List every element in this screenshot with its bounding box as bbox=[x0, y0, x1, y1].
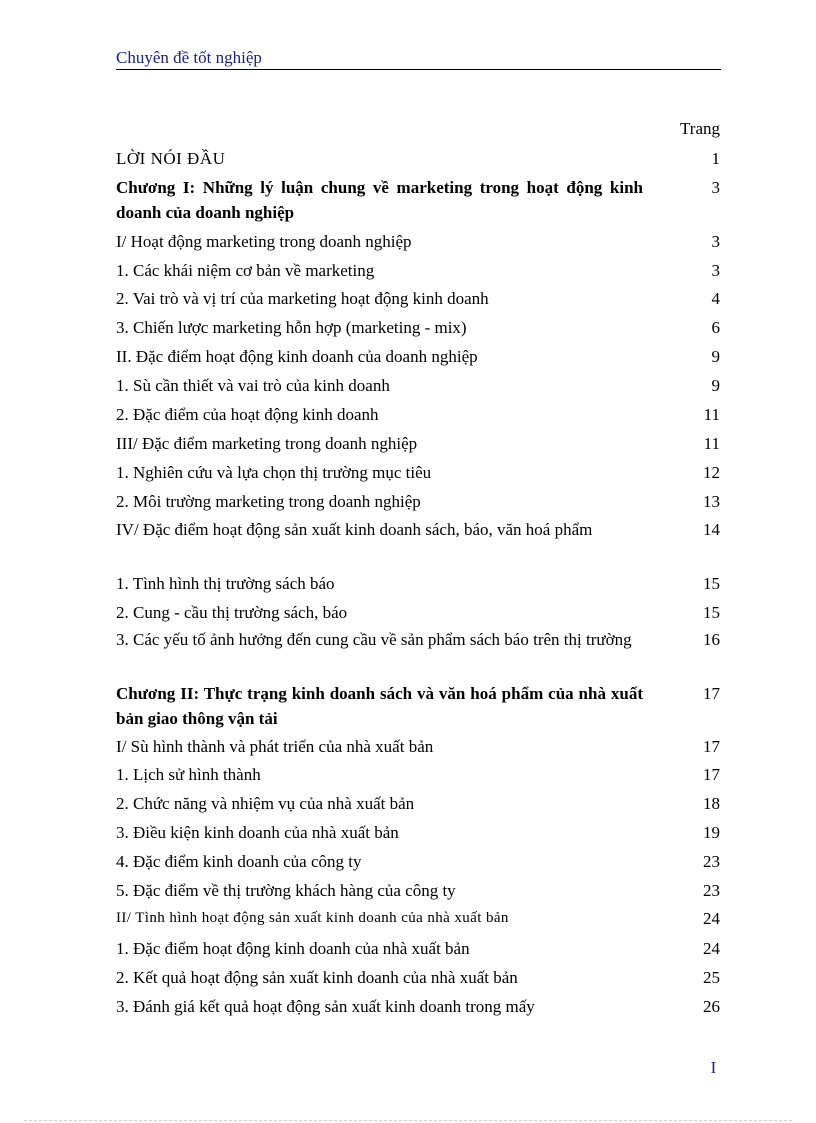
toc-entry-page: 15 bbox=[703, 603, 720, 622]
toc-entry-page: 17 bbox=[703, 765, 720, 784]
toc-entry-text: I/ Sù hình thành và phát triển của nhà xuất bản bbox=[116, 737, 434, 756]
toc-entry-page: 24 bbox=[703, 939, 720, 958]
toc-entry-page: 11 bbox=[703, 405, 720, 424]
toc-entry-text: IV/ Đặc điểm hoạt động sản xuất kinh doanh sách, báo, văn hoá phẩm bbox=[116, 520, 593, 539]
toc-entry-page: 3 bbox=[711, 232, 720, 251]
toc-entry-text: Chương II: Thực trạng kinh doanh sách và văn hoá phẩm của nhà xuất bản giao thông vận tải bbox=[116, 684, 643, 728]
toc-entry-page: 14 bbox=[703, 520, 720, 539]
toc-entry-text: 3. Chiến lược marketing hỗn hợp (marketing - mix) bbox=[116, 318, 467, 337]
toc-entry-page: 24 bbox=[703, 909, 720, 928]
toc-entry-page: 19 bbox=[703, 823, 720, 842]
toc-entry-text: 5. Đặc điểm về thị trường khách hàng của công ty bbox=[116, 881, 456, 900]
toc-entry-page: 11 bbox=[703, 434, 720, 453]
toc-entry-text: 3. Điều kiện kinh doanh của nhà xuất bản bbox=[116, 823, 399, 842]
toc-entry-text: 3. Đánh giá kết quả hoạt động sản xuất kinh doanh trong mấy bbox=[116, 997, 535, 1016]
toc-entry-page: 1 bbox=[711, 149, 720, 168]
page-bottom-divider bbox=[24, 1120, 792, 1121]
toc-entry-page: 13 bbox=[703, 492, 720, 511]
toc-entry-text: 1. Nghiên cứu và lựa chọn thị trường mục tiêu bbox=[116, 463, 432, 482]
toc-entry-page: 17 bbox=[703, 737, 720, 756]
toc-entry-page: 3 bbox=[711, 261, 720, 280]
toc-entry-text: II/ Tình hình hoạt động sản xuất kinh doanh của nhà xuất bản bbox=[116, 910, 509, 926]
toc-entry-page: 12 bbox=[703, 463, 720, 482]
toc-entry-text: 1. Đặc điểm hoạt động kinh doanh của nhà xuất bản bbox=[116, 939, 470, 958]
toc-entry-page: 6 bbox=[711, 318, 720, 337]
toc-entry-page: 25 bbox=[703, 968, 720, 987]
toc-entry-page: 4 bbox=[711, 289, 720, 308]
toc-entry-text: 2. Môi trường marketing trong doanh nghiệp bbox=[116, 492, 421, 511]
toc-entry-text: LỜI NÓI ĐẦU bbox=[116, 149, 226, 168]
page-column-label: Trang bbox=[680, 119, 720, 138]
toc-entry-text: 1. Sù cần thiết và vai trò của kinh doanh bbox=[116, 376, 390, 395]
toc-entry-text: 1. Các khái niệm cơ bản về marketing bbox=[116, 261, 375, 280]
toc-entry-text: III/ Đặc điểm marketing trong doanh nghiệp bbox=[116, 434, 418, 453]
toc-entry-page: 9 bbox=[711, 376, 720, 395]
toc-entry-page: 3 bbox=[711, 178, 720, 197]
toc-entry-text: 1. Tình hình thị trường sách báo bbox=[116, 574, 335, 593]
toc-entry-page: 17 bbox=[703, 684, 720, 703]
header-title: Chuyên đề tốt nghiệp bbox=[116, 48, 262, 67]
toc-entry-text: Chương I: Những lý luận chung về marketing trong hoạt động kinh doanh của doanh nghiệp bbox=[116, 178, 643, 222]
toc-entry-page: 23 bbox=[703, 852, 720, 871]
page-number: I bbox=[710, 1058, 717, 1077]
toc-entry-text: 2. Kết quả hoạt động sản xuất kinh doanh của nhà xuất bản bbox=[116, 968, 518, 987]
toc-entry-text: 4. Đặc điểm kinh doanh của công ty bbox=[116, 852, 362, 871]
toc-entry-page: 18 bbox=[703, 794, 720, 813]
toc-entry-text: I/ Hoạt động marketing trong doanh nghiệp bbox=[116, 232, 412, 251]
toc-entry-text: II. Đặc điểm hoạt động kinh doanh của doanh nghiệp bbox=[116, 347, 478, 366]
toc-entry-page: 9 bbox=[711, 347, 720, 366]
toc-entry-text: 2. Đặc điểm của hoạt động kinh doanh bbox=[116, 405, 379, 424]
toc-entry-text: 2. Chức năng và nhiệm vụ của nhà xuất bản bbox=[116, 794, 415, 813]
toc-entry-page: 26 bbox=[703, 997, 720, 1016]
toc-entry-page: 23 bbox=[703, 881, 720, 900]
running-header bbox=[116, 48, 721, 70]
toc-entry-text: 2. Cung - cầu thị trường sách, báo bbox=[116, 603, 348, 622]
toc-entry-text: 1. Lịch sử hình thành bbox=[116, 765, 261, 784]
toc-entry-text: 2. Vai trò và vị trí của marketing hoạt động kinh doanh bbox=[116, 289, 489, 308]
toc-entry-text: 3. Các yếu tố ảnh hưởng đến cung cầu về sản phẩm sách báo trên thị trường bbox=[116, 630, 632, 649]
toc-entry-page: 16 bbox=[703, 630, 720, 649]
toc-entry-page: 15 bbox=[703, 574, 720, 593]
